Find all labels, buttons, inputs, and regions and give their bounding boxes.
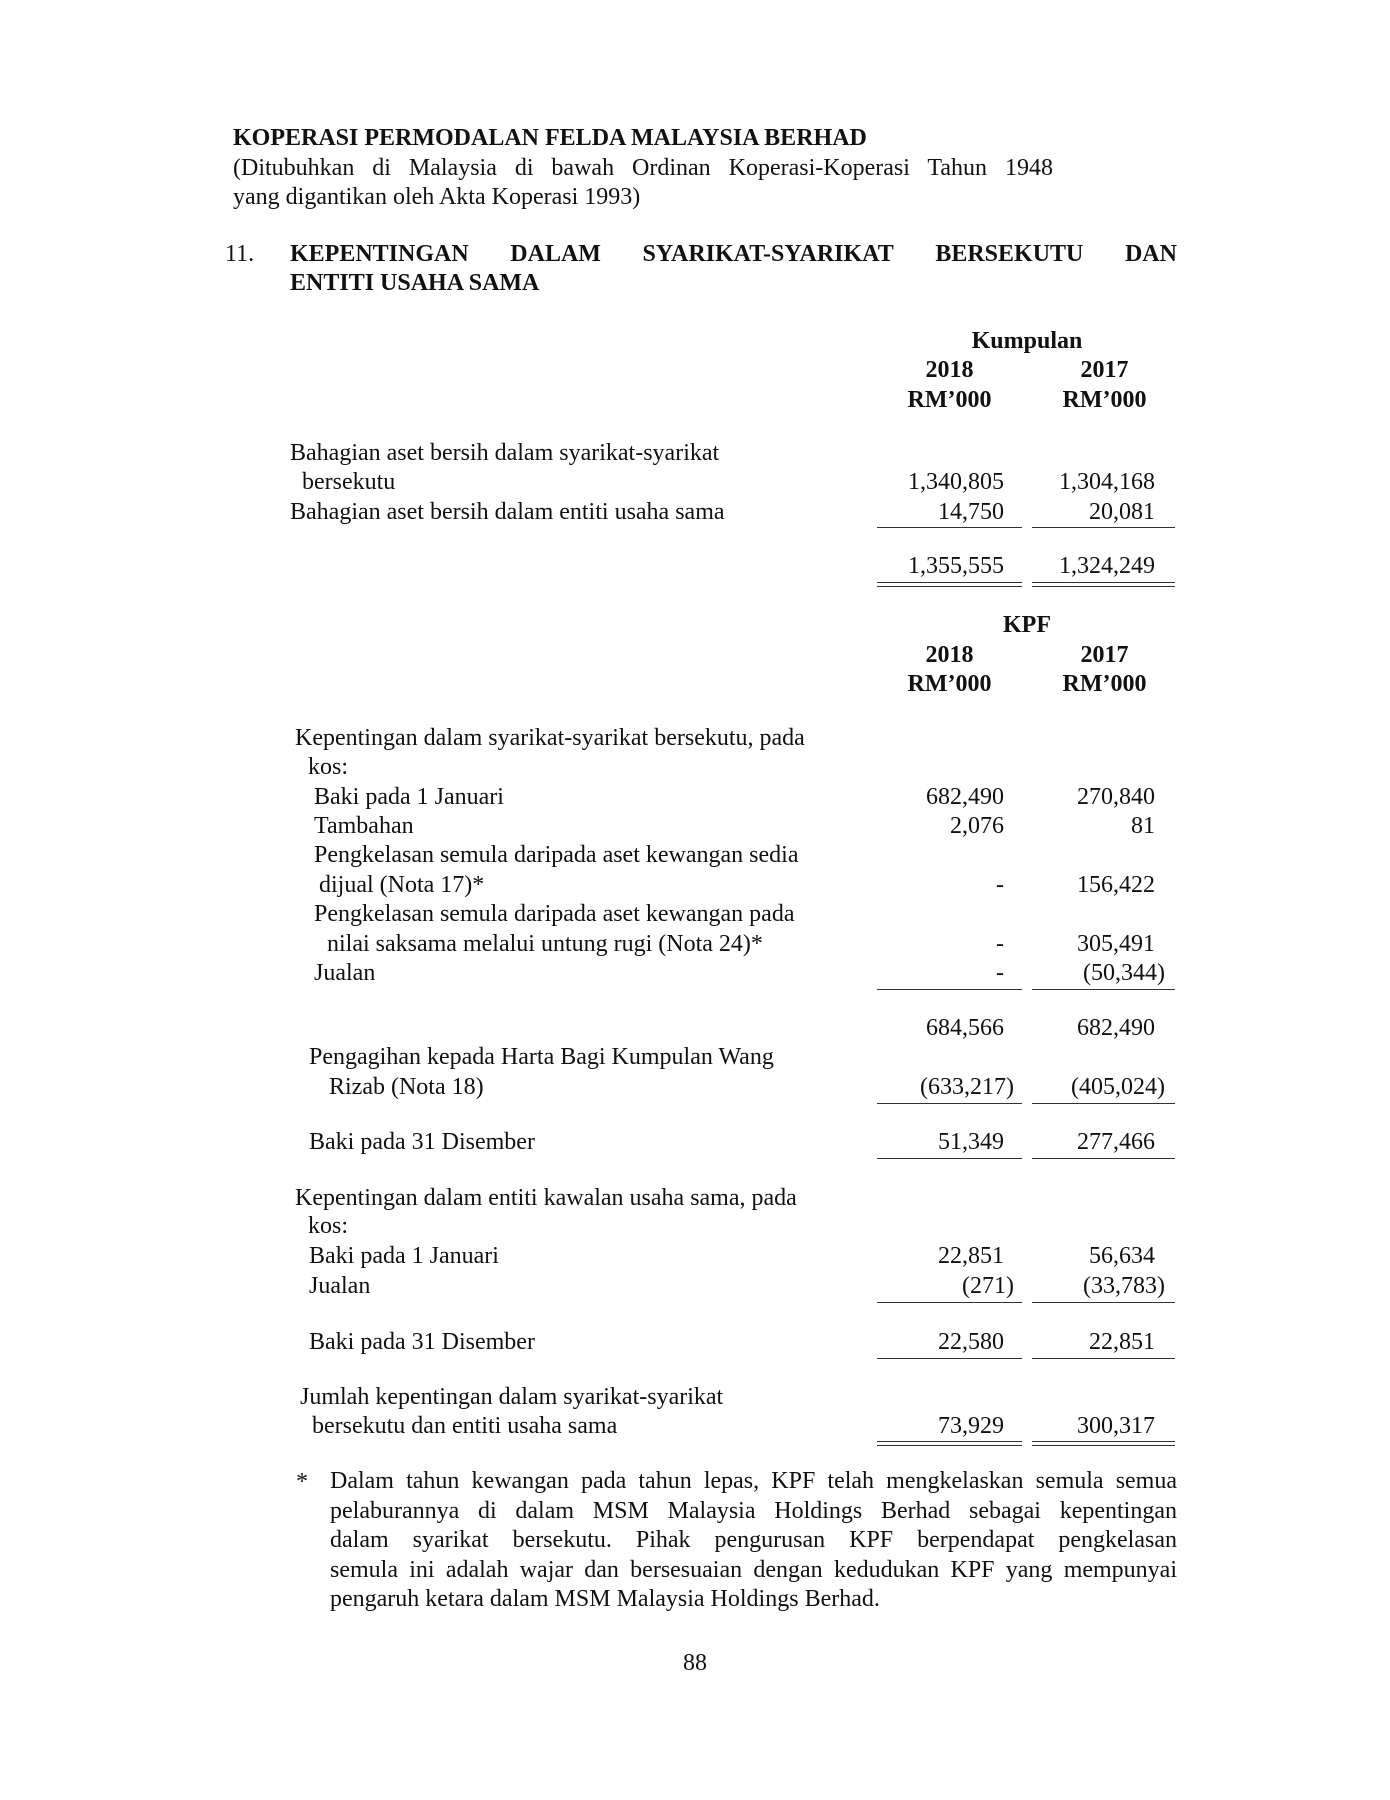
grand-total-2017: 300,317 [1077,1413,1155,1439]
value-2017: 1,304,168 [1059,469,1155,495]
column-group-header: KPF [1003,612,1051,638]
value-2018: 22,580 [938,1329,1004,1355]
footnote-line: Dalam tahun kewangan pada tahun lepas, KPF telah mengkelaskan semula semua [330,1468,1177,1494]
note-title-word: KEPENTINGAN [290,241,469,267]
value-2018: (271) [962,1273,1014,1299]
double-underline [877,582,1022,587]
footnote-line: dalam syarikat bersekutu. Pihak pengurusan KPF berpendapat pengkelasan [330,1527,1177,1553]
underline [877,1158,1022,1159]
row-label-cont: bersekutu [302,469,396,495]
underline [877,1358,1022,1359]
column-header-unit: RM’000 [1062,387,1147,413]
org-subtitle-line1: (Ditubuhkan di Malaysia di bawah Ordinan Koperasi-Koperasi Tahun 1948 [233,155,1053,181]
row-label: Bahagian aset bersih dalam syarikat-syarikat [290,440,720,466]
note-title-word: DALAM [510,241,601,267]
note-title-line1 [290,239,1177,269]
value-2018: 2,076 [950,813,1004,839]
row-label: Pengkelasan semula daripada aset kewangan pada [314,901,795,927]
row-label: Baki pada 31 Disember [309,1329,535,1355]
footnote-line: pengaruh ketara dalam MSM Malaysia Holdings Berhad. [330,1586,880,1612]
value-2018: 14,750 [938,499,1004,525]
footnote-marker: * [296,1469,308,1495]
value-2018: 22,851 [938,1243,1004,1269]
column-header-unit: RM’000 [907,671,992,697]
double-underline [877,1441,1022,1446]
column-group-header: Kumpulan [971,328,1083,354]
underline [1032,1358,1175,1359]
column-header-year: 2018 [925,357,974,383]
note-title-line2: ENTITI USAHA SAMA [290,270,540,296]
row-label: Baki pada 31 Disember [309,1129,535,1155]
subtotal-2018: 684,566 [926,1015,1004,1041]
underline [877,527,1022,528]
page-number: 88 [683,1650,707,1676]
value-2018: - [996,960,1004,986]
footnote-text [330,1467,1177,1615]
double-underline [1032,582,1175,587]
value-2018: 51,349 [938,1129,1004,1155]
column-header-year: 2018 [925,642,974,668]
underline [1032,527,1175,528]
value-2018: (633,217) [920,1074,1014,1100]
value-2017: 270,840 [1077,784,1155,810]
column-header-year: 2017 [1080,642,1129,668]
row-label-cont: nilai saksama melalui untung rugi (Nota 24)* [327,931,763,957]
grand-total-2018: 73,929 [938,1413,1004,1439]
column-header-year: 2017 [1080,357,1129,383]
footnote-line: semula ini adalah wajar dan bersesuaian dengan kedudukan KPF yang mempunyai [330,1556,1177,1583]
row-label: Bahagian aset bersih dalam entiti usaha sama [290,499,725,525]
row-label: Jumlah kepentingan dalam syarikat-syarikat [300,1384,724,1410]
section-heading-cont: kos: [308,1213,349,1239]
value-2017: 81 [1131,813,1155,839]
value-2017: 56,634 [1089,1243,1155,1269]
value-2017: 305,491 [1077,931,1155,957]
value-2017: 22,851 [1089,1329,1155,1355]
value-2018: - [996,872,1004,898]
row-label: Jualan [309,1273,371,1299]
underline [1032,1103,1175,1104]
underline [877,1302,1022,1303]
row-label-cont: bersekutu dan entiti usaha sama [312,1413,618,1439]
row-label: Tambahan [314,813,414,839]
row-label: Baki pada 1 Januari [309,1243,499,1269]
value-2017: (33,783) [1083,1273,1165,1299]
row-label-cont: dijual (Nota 17)* [319,872,485,898]
value-2017: 277,466 [1077,1129,1155,1155]
org-name: KOPERASI PERMODALAN FELDA MALAYSIA BERHAD [233,125,867,151]
subtotal-2017: 682,490 [1077,1015,1155,1041]
double-underline [1032,1441,1175,1446]
value-2018: 1,340,805 [908,469,1004,495]
value-2018: 682,490 [926,784,1004,810]
underline [1032,989,1175,990]
org-subtitle-line2: yang digantikan oleh Akta Koperasi 1993) [233,184,641,210]
value-2018: - [996,931,1004,957]
section-heading-cont: kos: [308,754,349,780]
value-2017: (405,024) [1071,1074,1165,1100]
row-label: Pengagihan kepada Harta Bagi Kumpulan Wang [309,1044,774,1070]
total-2017: 1,324,249 [1059,553,1155,579]
note-number: 11. [225,241,255,267]
total-2018: 1,355,555 [908,553,1004,579]
underline [877,1103,1022,1104]
column-header-unit: RM’000 [907,387,992,413]
row-label: Jualan [314,960,376,986]
underline [1032,1302,1175,1303]
footnote-line: pelaburannya di dalam MSM Malaysia Holdings Berhad sebagai kepentingan [330,1497,1177,1524]
value-2017: 20,081 [1089,499,1155,525]
row-label-cont: Rizab (Nota 18) [329,1074,484,1100]
note-title-word: SYARIKAT-SYARIKAT [642,241,894,267]
underline [1032,1158,1175,1159]
underline [877,989,1022,990]
section-heading: Kepentingan dalam syarikat-syarikat bersekutu, pada [295,725,805,751]
value-2017: 156,422 [1077,872,1155,898]
row-label: Pengkelasan semula daripada aset kewangan sedia [314,842,799,868]
row-label: Baki pada 1 Januari [314,784,504,810]
section-heading: Kepentingan dalam entiti kawalan usaha sama, pada [295,1185,797,1211]
value-2017: (50,344) [1083,960,1165,986]
note-title-word: BERSEKUTU [935,241,1084,267]
note-title-word: DAN [1124,241,1177,267]
column-header-unit: RM’000 [1062,671,1147,697]
